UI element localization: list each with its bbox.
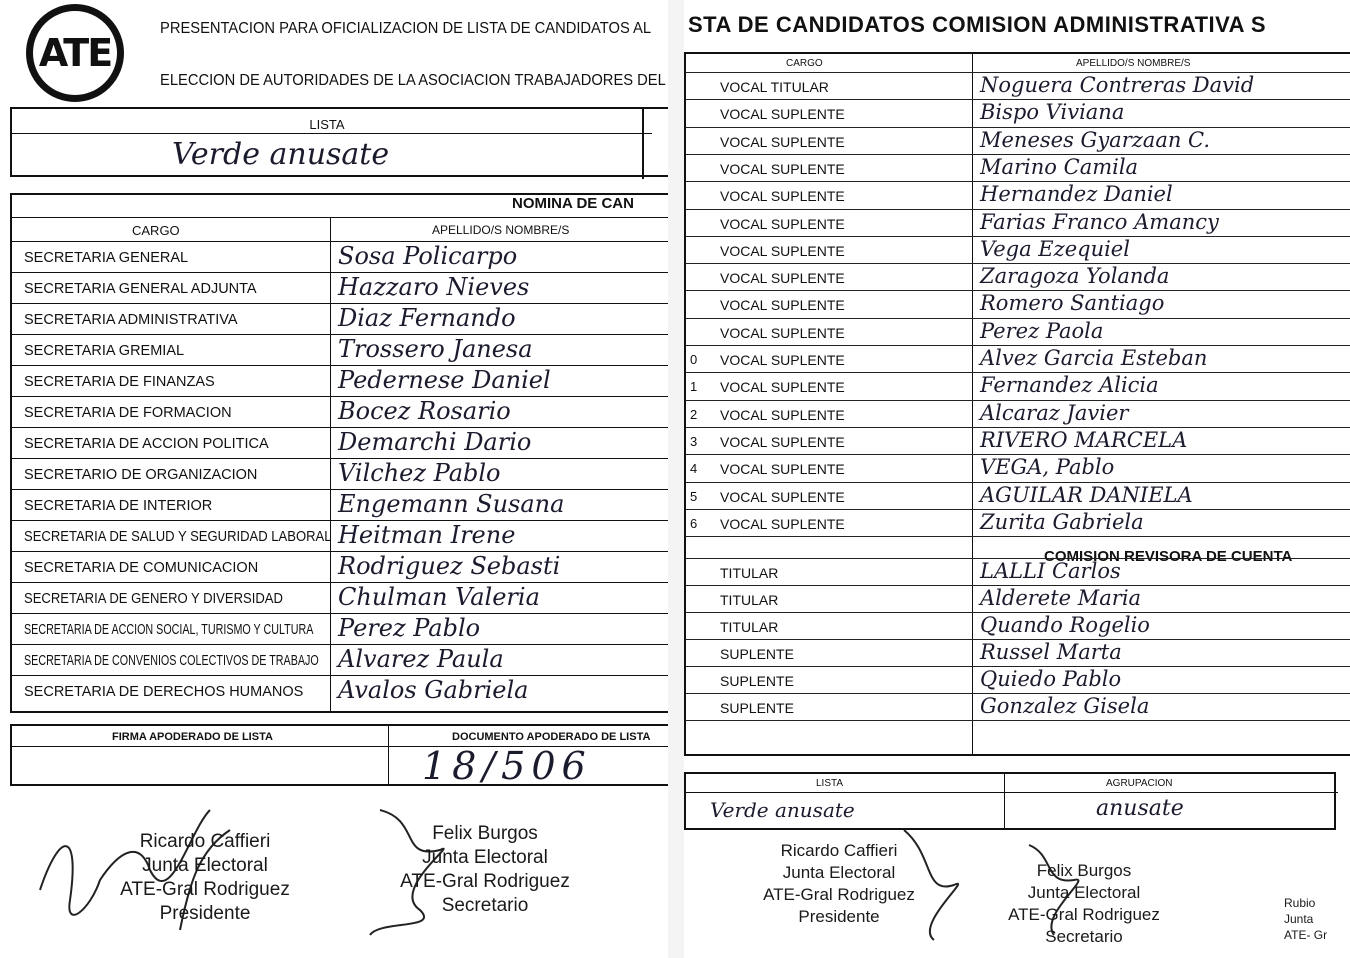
nomina-row [12,396,668,428]
r-cargo: VOCAL SUPLENTE [720,515,845,532]
vocal-row [686,318,1350,346]
r-cargo: VOCAL SUPLENTE [720,188,845,205]
r-nombre: Meneses Gyarzaan C. [980,127,1211,152]
r-nombre: VEGA, Pablo [980,455,1115,480]
nomina-row [12,241,668,273]
r-row-number: 3 [690,433,698,449]
r-nombre: Farias Franco Amancy [980,209,1219,234]
vocal-row [686,345,1350,373]
r-cargo: VOCAL SUPLENTE [720,406,845,423]
r-cargo: VOCAL SUPLENTE [720,133,845,150]
r-nombre: LALLI Carlos [980,559,1121,584]
nomina-nombre: Sosa Policarpo [338,242,518,270]
nomina-nombre: Avalos Gabriela [338,676,529,704]
revisora-row [686,666,1350,694]
r-row-number: 0 [690,352,698,367]
nomina-cargo: SECRETARIA DE ACCION POLITICA [24,436,269,452]
r-row-number: 2 [690,406,698,422]
nomina-cargo: SECRETARIA GREMIAL [24,343,185,359]
firma-box [10,724,668,786]
nomina-nombre: Bocez Rosario [338,397,511,425]
nomina-cargo: SECRETARIA DE INTERIOR [24,498,213,514]
ate-logo: ATE [26,4,124,102]
r-cargo: SUPLENTE [720,646,794,663]
right-title: STA DE CANDIDATOS COMISION ADMINISTRATIVA S [688,12,1267,37]
nomina-row [12,489,668,521]
revisora-row [686,585,1350,613]
revisora-row [686,639,1350,667]
r-nombre: Alcaraz Javier [980,400,1129,425]
right-page [684,0,1350,958]
r-nombre: Gonzalez Gisela [980,694,1150,719]
vocal-row [686,263,1350,291]
documento-value: 18/506 [422,744,592,788]
vocal-row [686,209,1350,237]
r-nombre: Russel Marta [980,640,1122,665]
nomina-row [12,551,668,583]
r-nombre: Quiedo Pablo [980,667,1122,692]
r-cargo: VOCAL SUPLENTE [720,160,845,177]
r-nombre: Romero Santiago [980,291,1165,316]
lista-value: Verde anusate [172,137,390,172]
documento-label: DOCUMENTO APODERADO DE LISTA [452,731,651,743]
r-nombre: Hernandez Daniel [980,182,1173,207]
revisora-row [686,693,1350,721]
nomina-nombre: Chulman Valeria [338,583,540,611]
nomina-cargo: SECRETARIA DE ACCION SOCIAL, TURISMO Y CULTURA [24,622,314,638]
revisora-separator [686,536,1350,537]
col-cargo-header: CARGO [132,223,180,238]
nomina-cargo: SECRETARIA DE GENERO Y DIVERSIDAD [24,591,283,607]
r-nombre: Noguera Contreras David [980,73,1255,97]
r-nombre: Fernandez Alicia [980,373,1159,398]
vocal-row [686,482,1350,510]
r-agrupacion-value: anusate [1096,796,1184,821]
r-cargo: SUPLENTE [720,673,794,690]
vocal-row [686,509,1350,537]
r-agrupacion-label: AGRUPACION [1106,778,1173,789]
nomina-table [10,193,668,713]
r-nombre: Marino Camila [980,154,1139,179]
nomina-cargo: SECRETARIA DE FORMACION [24,405,232,421]
r-stamp-secretario: Felix Burgos Junta Electoral ATE-Gral Rodriguez Secretario [1008,861,1160,946]
nomina-nombre: Trossero Janesa [338,335,533,363]
r-nombre: AGUILAR DANIELA [980,482,1193,507]
nomina-nombre: Diaz Fernando [338,304,516,332]
nomina-row [12,520,668,552]
nomina-header-row [12,217,668,242]
r-col-cargo-header: CARGO [786,58,823,69]
r-cargo: VOCAL SUPLENTE [720,461,845,478]
vocal-row [686,427,1350,455]
stamp-presidente: Ricardo Caffieri Junta Electoral ATE-Gral Rodriguez Presidente [120,831,290,924]
r-lista-box [684,772,1336,830]
r-cargo: VOCAL SUPLENTE [720,379,845,396]
r-cargo: VOCAL SUPLENTE [720,324,845,341]
header-line-2: ELECCION DE AUTORIDADES DE LA ASOCIACION TRABAJADORES DEL [160,72,666,89]
r-nombre: Alderete Maria [980,586,1142,611]
vocal-row [686,72,1350,100]
r-cargo: TITULAR [720,592,779,609]
left-page [0,0,668,958]
col-nombre-header: APELLIDO/S NOMBRE/S [432,223,570,237]
r-cargo: VOCAL SUPLENTE [720,270,845,287]
r-row-number: 5 [690,488,698,504]
header-line-1: PRESENTACION PARA OFICIALIZACION DE LISTA DE CANDIDATOS AL [160,20,652,37]
r-stamp-presidente: Ricardo Caffieri Junta Electoral ATE-Gral Rodriguez Presidente [763,841,915,926]
nomina-nombre: Perez Pablo [338,614,481,642]
r-nombre: Zurita Gabriela [980,509,1144,534]
nomina-cargo: SECRETARIA ADMINISTRATIVA [24,312,238,328]
r-nombre: Alvez Garcia Esteban [980,346,1208,370]
nomina-cargo: SECRETARIA GENERAL [24,250,189,266]
nomina-nombre: Engemann Susana [338,490,565,518]
r-col-nombre-header: APELLIDO/S NOMBRE/S [1076,58,1191,69]
vocal-row [686,99,1350,127]
r-lista-value: Verde anusate [710,798,855,822]
nomina-cargo: SECRETARIA GENERAL ADJUNTA [24,281,257,297]
r-nombre: Perez Paola [980,318,1104,343]
nomina-cargo: SECRETARIA DE CONVENIOS COLECTIVOS DE TRABAJO [24,653,319,669]
r-cargo: SUPLENTE [720,700,794,717]
nomina-row [12,675,668,707]
nomina-row [12,303,668,335]
nomina-row [12,365,668,397]
vocal-row [686,181,1350,209]
vocal-row [686,400,1350,428]
nomina-cargo: SECRETARIA DE COMUNICACION [24,560,259,576]
vocal-row [686,236,1350,264]
nomina-cargo: SECRETARIA DE DERECHOS HUMANOS [24,684,304,700]
nomina-row [12,334,668,366]
vocal-row [686,372,1350,400]
r-lista-label: LISTA [816,778,844,789]
nomina-row [12,458,668,490]
nomina-nombre: Hazzaro Nieves [338,273,530,301]
nomina-row [12,272,668,304]
nomina-row [12,644,668,676]
r-cargo: VOCAL SUPLENTE [720,488,845,505]
r-cargo: VOCAL SUPLENTE [720,242,845,259]
nomina-row [12,582,668,614]
r-stamp-partial: Rubio Junta ATE- Gr [1284,896,1328,942]
revisora-row [686,558,1350,586]
r-row-number: 6 [690,515,698,531]
stamp-secretario: Felix Burgos Junta Electoral ATE-Gral Rodriguez Secretario [400,823,570,916]
r-row-number: 4 [690,461,698,477]
r-cargo: TITULAR [720,619,779,636]
nomina-row [12,427,668,459]
nomina-title: NOMINA DE CAN [512,195,634,212]
r-cargo: VOCAL SUPLENTE [720,297,845,314]
revisora-end-line [686,720,1350,721]
r-cargo: VOCAL SUPLENTE [720,215,845,232]
r-nombre: Bispo Viviana [980,100,1125,125]
nomina-nombre: Demarchi Dario [338,428,532,456]
vocal-row [686,290,1350,318]
vocales-table [684,52,1350,756]
nomina-nombre: Vilchez Pablo [338,459,501,487]
nomina-nombre: Heitman Irene [338,521,516,549]
nomina-nombre: Alvarez Paula [338,645,504,673]
nomina-row [12,613,668,645]
nomina-nombre: Rodriguez Sebasti [338,552,561,580]
nomina-cargo: SECRETARIO DE ORGANIZACION [24,467,258,483]
r-nombre: Zaragoza Yolanda [980,264,1170,289]
r-cargo: VOCAL SUPLENTE [720,352,845,368]
r-nombre: Quando Rogelio [980,613,1150,638]
nomina-cargo: SECRETARIA DE SALUD Y SEGURIDAD LABORAL [24,529,332,545]
r-nombre: Vega Ezequiel [980,236,1130,261]
vocal-row [686,127,1350,155]
nomina-nombre: Pedernese Daniel [338,366,551,394]
r-cargo: VOCAL SUPLENTE [720,433,845,450]
r-cargo: TITULAR [720,565,779,582]
lista-box [10,107,668,177]
r-row-number: 1 [690,379,698,395]
lista-label: LISTA [309,117,345,132]
vocal-row [686,454,1350,482]
r-cargo: VOCAL SUPLENTE [720,106,845,123]
nomina-cargo: SECRETARIA DE FINANZAS [24,374,215,390]
revisora-row [686,612,1350,640]
r-cargo: VOCAL TITULAR [720,79,829,95]
vocal-row [686,154,1350,182]
revisora-title: COMISION REVISORA DE CUENTA [1044,548,1293,565]
page-gap [668,0,684,958]
r-nombre: RIVERO MARCELA [980,427,1188,452]
firma-label: FIRMA APODERADO DE LISTA [112,731,273,743]
